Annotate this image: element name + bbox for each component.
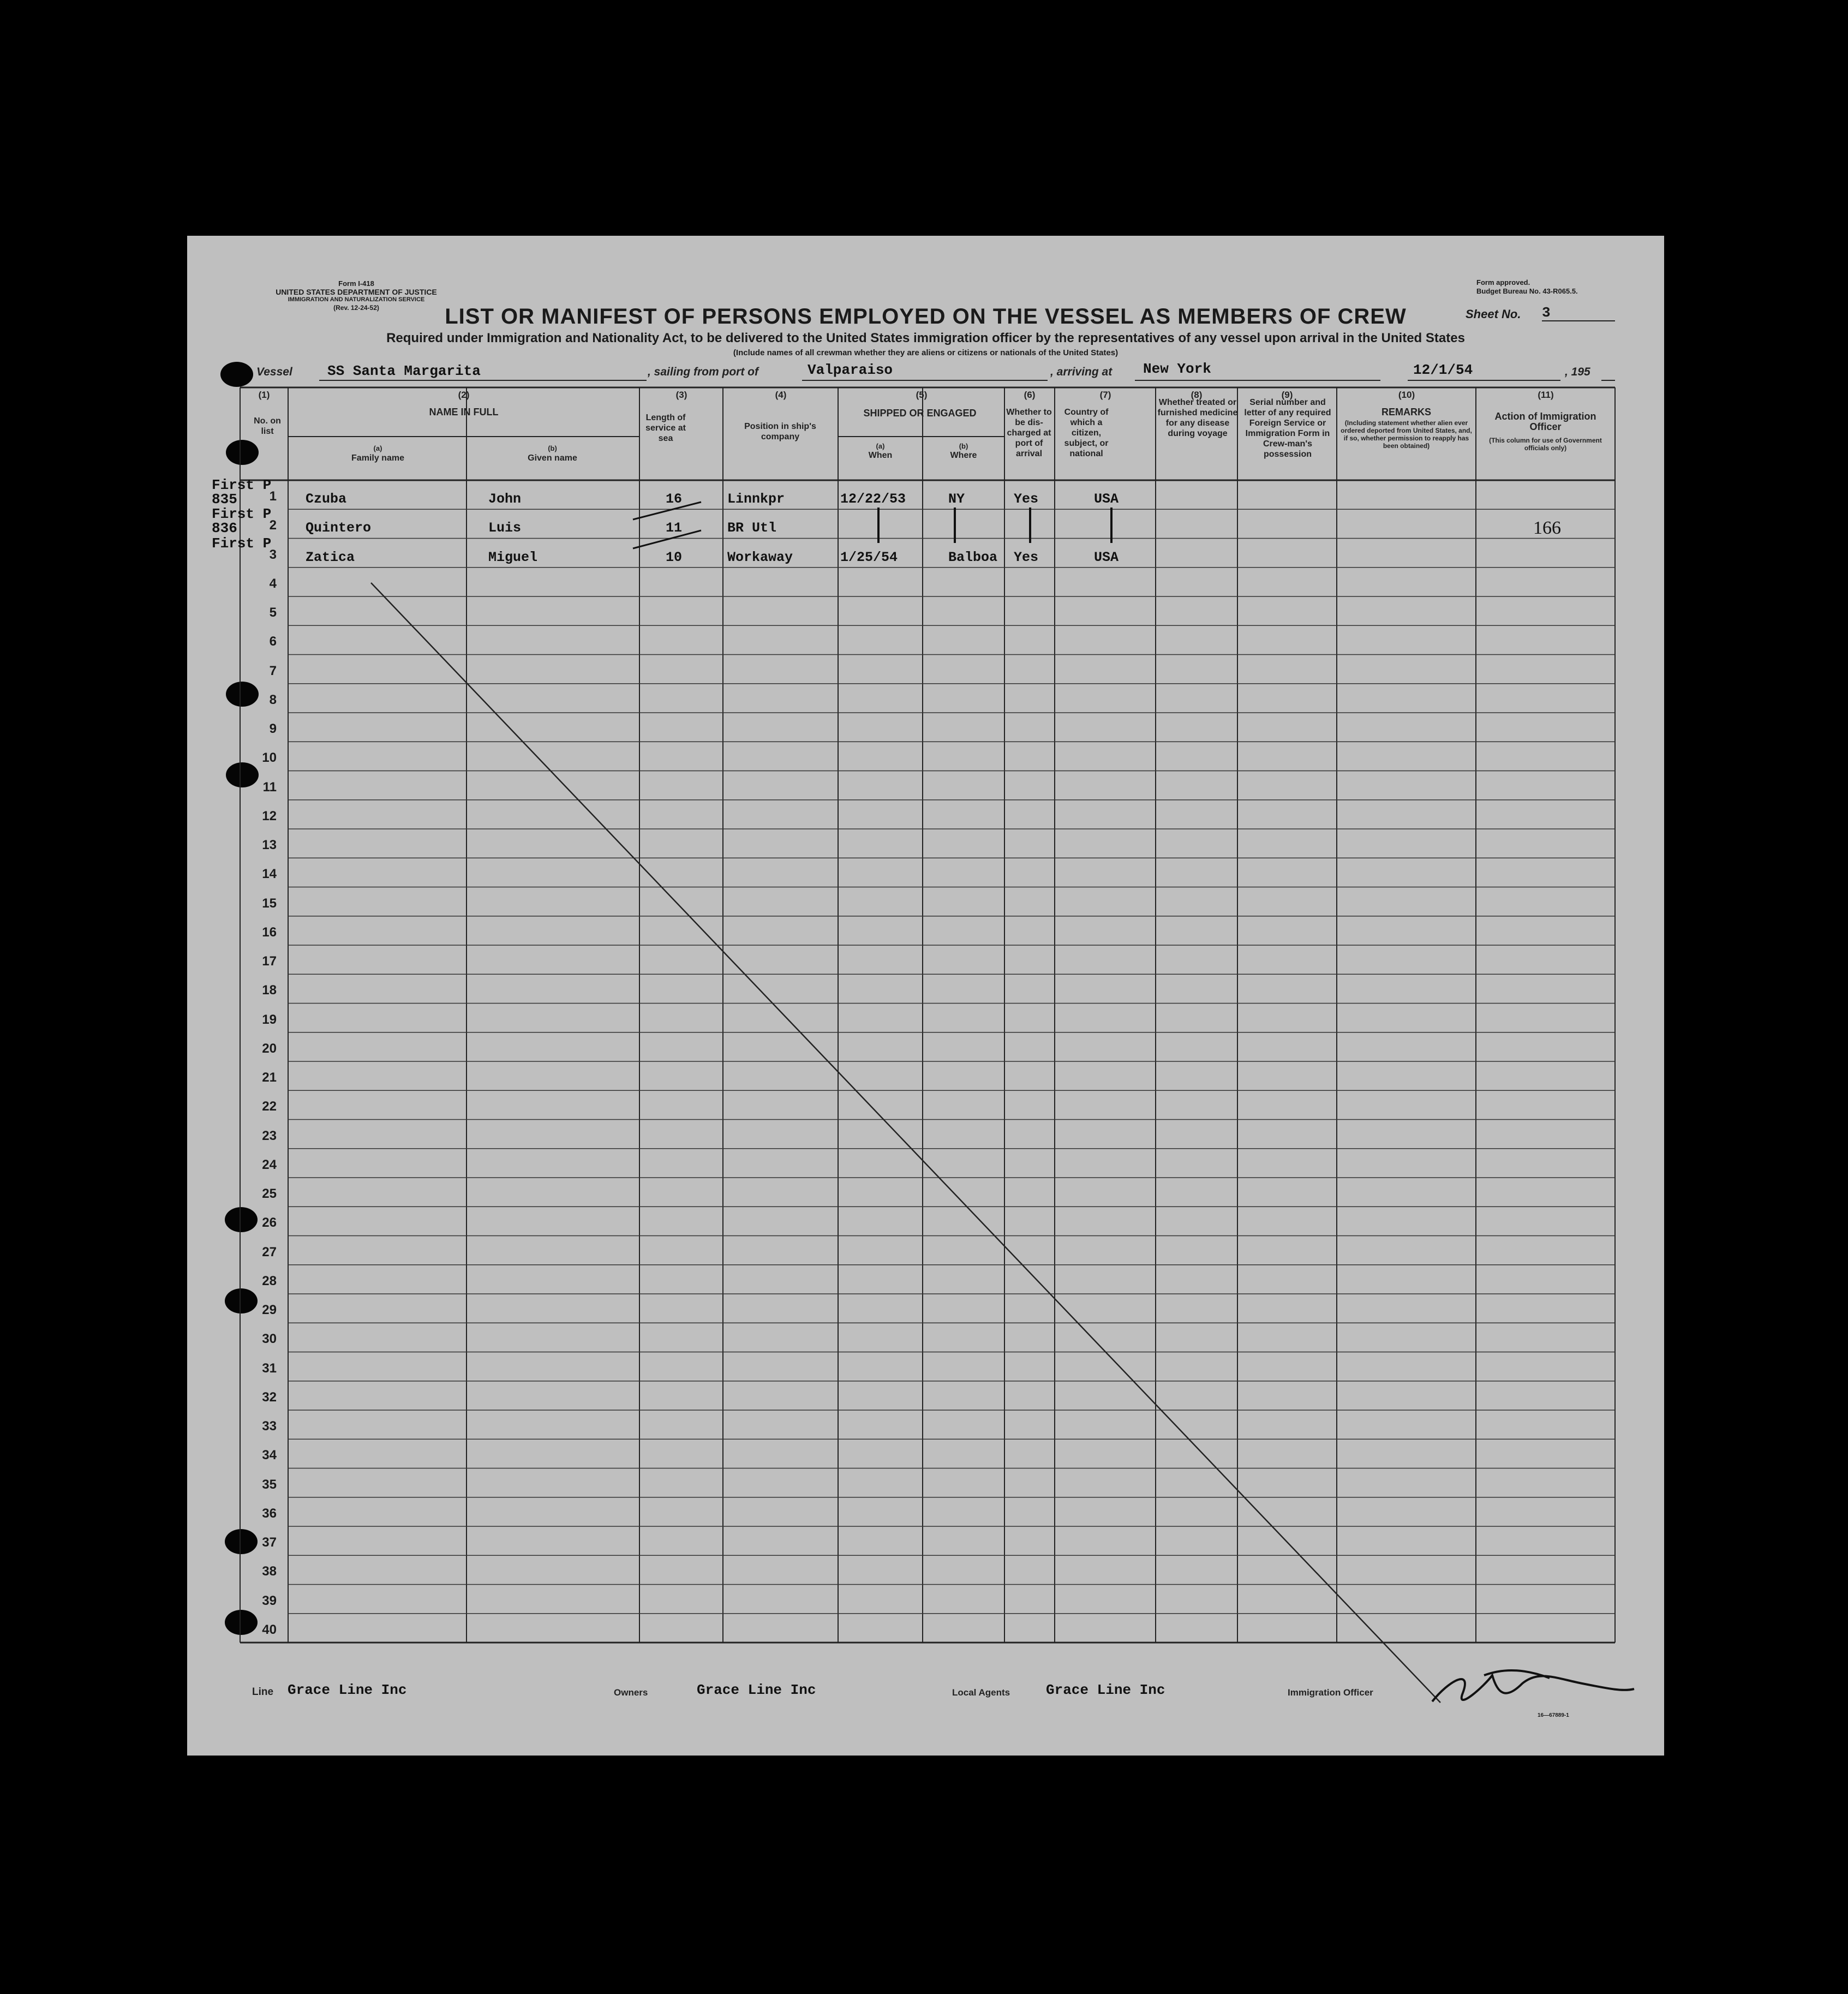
row-number: 21: [262, 1070, 277, 1085]
owners-label: Owners: [614, 1687, 648, 1698]
col-remarks-note: (Including statement whether alien ever ordered deported from United States, and, if so, whether permission to reapply has been obtained): [1341, 419, 1472, 450]
col-action-note: (This column for use of Government officials only): [1489, 437, 1602, 452]
vessel-name: SS Santa Margarita: [327, 363, 481, 379]
ship-position: BR Utl: [727, 520, 777, 536]
length-of-service: 10: [666, 549, 683, 565]
row-number: 5: [269, 605, 277, 620]
column-number: (6): [1024, 390, 1036, 400]
page-title: LIST OR MANIFEST OF PERSONS EMPLOYED ON THE VESSEL AS MEMBERS OF CREW: [445, 305, 1407, 329]
column-number: (10): [1398, 390, 1415, 400]
department-line: UNITED STATES DEPARTMENT OF JUSTICE: [276, 288, 437, 296]
row-number: 13: [262, 838, 277, 852]
col-remarks-header: REMARKS: [1381, 407, 1431, 417]
col-position-header: Position in ship's company: [744, 422, 816, 441]
col-family-tag: (a): [373, 444, 382, 452]
agents-label: Local Agents: [952, 1687, 1010, 1698]
col-list-no-header: No. on list: [254, 416, 281, 436]
column-number: (2): [458, 390, 470, 400]
row-number: 6: [269, 634, 277, 649]
column-number: (5): [916, 390, 928, 400]
entry-prefix-number: 836: [212, 520, 237, 537]
row-number: 23: [262, 1128, 277, 1143]
given-name: Luis: [488, 520, 522, 536]
column-number: (3): [675, 390, 687, 400]
row-number: 2: [269, 518, 277, 533]
col-discharged-header: Whether to be dis-charged at port of arrival: [1006, 408, 1052, 458]
row-number: 37: [262, 1535, 277, 1550]
sheet-label: Sheet No.: [1466, 307, 1521, 321]
col-when-tag: (a): [876, 442, 885, 450]
form-number: Form I-418: [338, 279, 374, 288]
page-subtitle: Required under Immigration and Nationality Act, to be delivered to the United States immigration officer by the representatives of any vessel upon arrival in the United States: [386, 331, 1465, 345]
citizenship-country: USA: [1094, 549, 1119, 565]
col-family-header: Family name: [351, 453, 404, 463]
col-shipped-header: SHIPPED OR ENGAGED: [863, 408, 977, 419]
print-code: 16—67889-1: [1538, 1712, 1569, 1718]
row-number: 40: [262, 1622, 277, 1637]
row-number: 14: [262, 867, 277, 882]
row-number: 39: [262, 1593, 277, 1608]
citizenship-country: USA: [1094, 491, 1119, 507]
ship-position: Linnkpr: [727, 491, 785, 507]
officer-label: Immigration Officer: [1288, 1687, 1373, 1698]
row-number: 15: [262, 895, 277, 911]
row-number: 1: [269, 489, 277, 504]
row-number: 10: [262, 750, 277, 766]
col-name-header: NAME IN FULL: [429, 407, 499, 417]
row-number: 31: [262, 1360, 277, 1376]
column-number: (4): [775, 390, 787, 400]
row-number: 12: [262, 808, 277, 823]
col-where-tag: (b): [959, 442, 968, 450]
length-of-service: 11: [666, 520, 683, 536]
owners-company: Grace Line Inc: [697, 1682, 816, 1698]
entry-prefix-note: First P: [212, 506, 272, 523]
col-action-header: Action of Immigration Officer: [1494, 411, 1596, 432]
row-number: 17: [262, 954, 277, 969]
officer-signature: [1432, 1670, 1634, 1702]
entry-prefix-number: 835: [212, 491, 237, 508]
family-name: Zatica: [306, 549, 355, 565]
row-number: 16: [262, 924, 277, 940]
column-number: (8): [1191, 390, 1203, 400]
given-name: Miguel: [488, 549, 538, 565]
row-number: 33: [262, 1419, 277, 1434]
row-number: 28: [262, 1273, 277, 1288]
family-name: Czuba: [306, 491, 347, 507]
col-given-header: Given name: [528, 453, 577, 463]
row-number: 4: [269, 576, 277, 591]
immigration-action: 166: [1533, 518, 1561, 539]
line-label: Line: [252, 1686, 274, 1698]
arrival-date: 12/1/54: [1413, 362, 1473, 378]
row-number: 32: [262, 1389, 277, 1405]
shipped-where: Balboa: [948, 549, 998, 565]
row-number: 3: [269, 547, 277, 562]
revision-line: (Rev. 12-24-52): [333, 304, 379, 312]
to-be-discharged: Yes: [1014, 549, 1039, 565]
col-country-header: Country of which a citizen, subject, or national: [1064, 408, 1109, 458]
family-name: Quintero: [306, 520, 372, 536]
shipped-when: 12/22/53: [840, 491, 906, 507]
row-number: 29: [262, 1303, 277, 1317]
col-when-header: When: [868, 451, 893, 460]
column-number: (7): [1099, 390, 1111, 400]
port-of-arrival: New York: [1143, 361, 1211, 377]
row-number: 30: [262, 1332, 277, 1347]
col-treated-header: Whether treated or furnished medicine for any disease during voyage: [1157, 398, 1238, 438]
budget-bureau: Budget Bureau No. 43-R065.5.: [1476, 287, 1578, 295]
shipped-when: 1/25/54: [840, 549, 898, 565]
shipped-where: NY: [948, 491, 965, 507]
column-number: (9): [1281, 390, 1293, 400]
vessel-label: Vessel: [256, 366, 292, 378]
strike-through-line: [371, 583, 1440, 1703]
sailing-label: , sailing from port of: [648, 366, 758, 378]
row-number: 18: [262, 983, 277, 998]
include-note: (Include names of all crewman whether they are aliens or citizens or nationals of the United States): [733, 348, 1119, 357]
line-company: Grace Line Inc: [288, 1682, 407, 1698]
row-number: 7: [269, 663, 277, 678]
row-number: 19: [262, 1012, 277, 1027]
row-number: 36: [262, 1506, 277, 1521]
col-given-tag: (b): [548, 444, 557, 452]
agents-company: Grace Line Inc: [1046, 1682, 1165, 1698]
port-of-departure: Valparaiso: [808, 362, 893, 378]
service-line: IMMIGRATION AND NATURALIZATION SERVICE: [288, 296, 425, 303]
ship-position: Workaway: [727, 549, 793, 565]
sheet-number: 3: [1542, 305, 1551, 321]
year-label: , 195: [1565, 366, 1590, 378]
row-number: 8: [269, 692, 277, 707]
row-number: 38: [262, 1564, 277, 1579]
form-approved: Form approved.: [1476, 278, 1530, 286]
entry-prefix-note: First P: [212, 535, 272, 552]
row-number: 27: [262, 1244, 277, 1259]
row-number: 9: [269, 721, 277, 736]
col-serial-header: Serial number and letter of any required Foreign Service or Immigration Form in Crew-man's possession: [1244, 398, 1331, 459]
row-number: 35: [262, 1477, 277, 1492]
row-number: 34: [262, 1448, 277, 1463]
column-number: (11): [1538, 390, 1554, 400]
arriving-label: , arriving at: [1050, 366, 1113, 378]
row-number: 22: [262, 1099, 277, 1114]
given-name: John: [488, 491, 522, 507]
to-be-discharged: Yes: [1014, 491, 1039, 507]
entry-prefix-note: First P: [212, 477, 272, 493]
col-length-header: Length of service at sea: [645, 413, 686, 443]
column-number: (1): [258, 390, 270, 400]
row-number: 11: [262, 779, 277, 795]
row-number: 25: [262, 1186, 277, 1201]
row-number: 20: [262, 1041, 277, 1056]
col-where-header: Where: [950, 451, 977, 460]
row-number: 24: [262, 1157, 277, 1172]
length-of-service: 16: [666, 491, 683, 507]
row-number: 26: [262, 1215, 277, 1231]
